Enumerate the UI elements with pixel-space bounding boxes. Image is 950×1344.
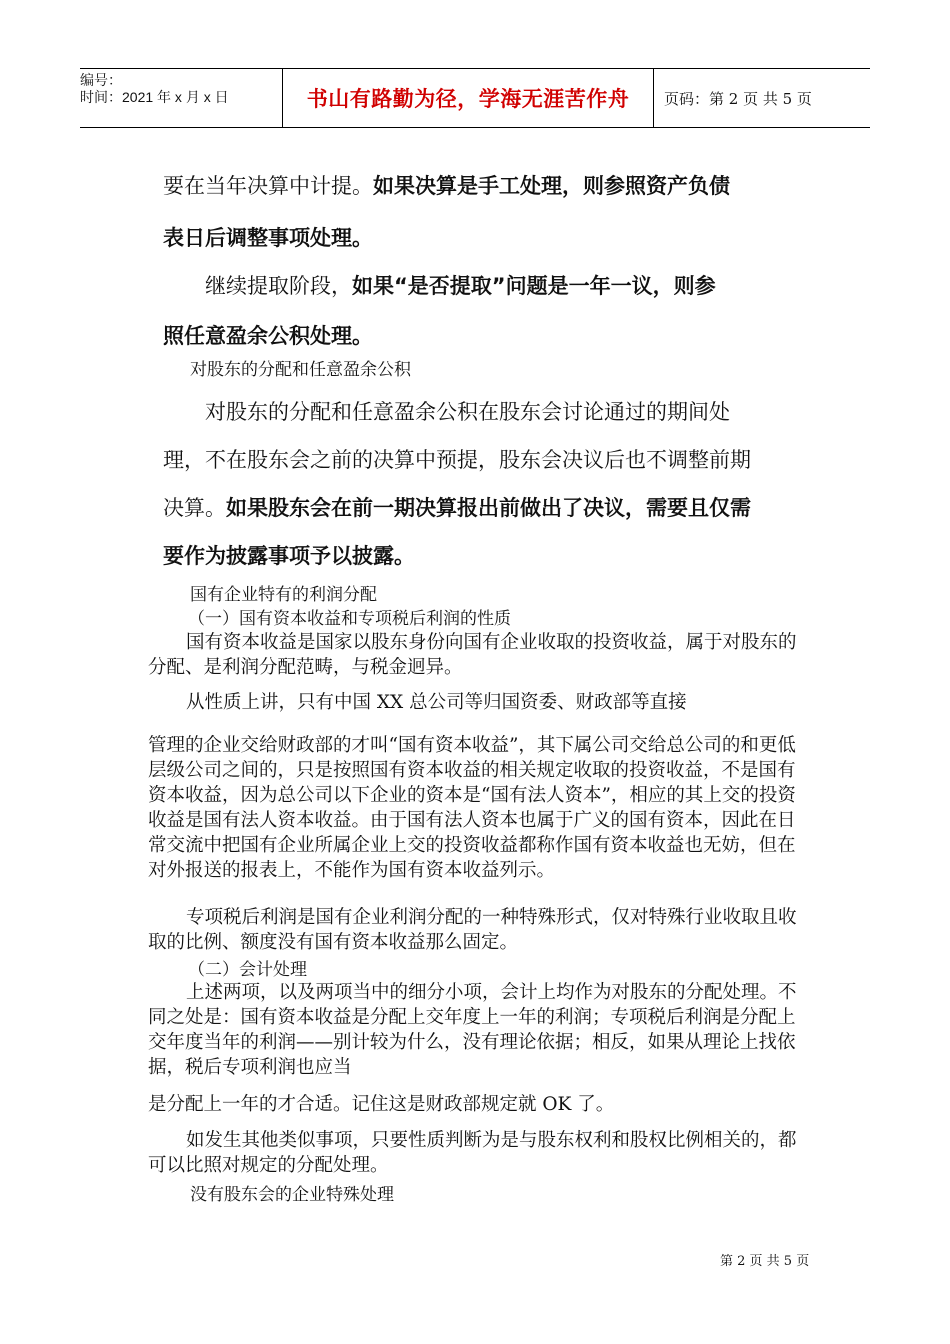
text-normal: 继续提取阶段， [205,274,352,298]
page-footer: 第 2 页 共 5 页 [720,1254,810,1269]
text-line: 照任意盈余公积处理。 [163,324,373,348]
paragraph-text: 如发生其他类似事项，只要性质判断为是与股东权利和股权比例相关的，都可以比照对规定的分配处理。 [148,1130,797,1176]
text-line: 表日后调整事项处理。 [163,226,373,250]
paragraph [148,630,808,680]
text-line [205,270,716,300]
subsection-heading: （一）国有资本收益和专项税后利润的性质 [188,609,511,629]
paragraph-last-line: 是分配上一年的才合适。记住这是财政部规定就 OK 了。 [148,1094,615,1115]
paragraph [148,905,808,955]
text-normal: 要在当年决算中计提。 [163,174,373,198]
text-normal: 决算。 [163,496,226,520]
paragraph [148,980,808,1080]
paragraph-text: 上述两项，以及两项当中的细分小项，会计上均作为对股东的分配处理。不同之处是：国有资本收益是分配上交年度上一年的利润；专项税后利润是分配上交年度当年的利润——别计较为什么，没有理论依据；相反，如果从理论上找依据，税后专项利润也应当 [148,982,797,1078]
text-bold: 如果股东会在前一期决算报出前做出了决议，需要且仅需 [226,496,751,520]
paragraph-text: 从性质上讲，只有中国 XX 总公司等归国资委、财政部等直接 [186,692,687,713]
paragraph-text: 专项税后利润是国有企业利润分配的一种特殊形式，仅对特殊行业收取且收取的比例、额度没有国有资本收益那么固定。 [148,907,797,953]
header-motto: 书山有路勤为径，学海无涯苦作舟 [282,69,654,127]
subsection-heading: （二）会计处理 [188,960,307,980]
text-line: 要作为披露事项予以披露。 [163,544,415,568]
page-header [80,68,870,128]
paragraph-text: 国有资本收益是国家以股东身份向国有企业收取的投资收益，属于对股东的分配、是利润分配范畴，与税金迥异。 [148,632,797,678]
paragraph-first-line [148,690,808,715]
section-heading: 国有企业特有的利润分配 [190,585,377,605]
header-page-code: 页码：第 2 页 共 5 页 [664,89,812,108]
section-heading: 没有股东会的企业特殊处理 [190,1185,394,1205]
text-bold: 如果决算是手工处理，则参照资产负债 [373,174,730,198]
text-bold: 如果“是否提取”问题是一年一议，则参 [352,274,716,298]
header-meta [80,69,282,127]
paragraph: 管理的企业交给财政部的才叫“国有资本收益”，其下属公司交给总公司的和更低层级公司之间的，只是按照国有资本收益的相关规定收取的投资收益，不是国有资本收益，因为总公司以下企业的资本是“国有法人资本”，相应的其上交的投资收益是国有法人资本收益。由于国有法人资本也属于广义的国有资本，因此在日常交流中把国有企业所属企业上交的投资收益都称作国有资本收益也无妨，但在对外报送的报表上，不能作为国有资本收益列示。 [148,735,796,881]
document-number-label: 编号： [80,72,122,88]
section-heading: 对股东的分配和任意盈余公积 [190,360,411,380]
text-line: 理，不在股东会之前的决算中预提，股东会决议后也不调整前期 [163,448,751,472]
text-line [163,492,751,522]
text-line: 对股东的分配和任意盈余公积在股东会讨论通过的期间处 [205,400,730,424]
paragraph [148,1128,808,1178]
text-line [163,170,730,200]
document-time-label: 时间：2021 年 x 月 x 日 [80,89,229,105]
